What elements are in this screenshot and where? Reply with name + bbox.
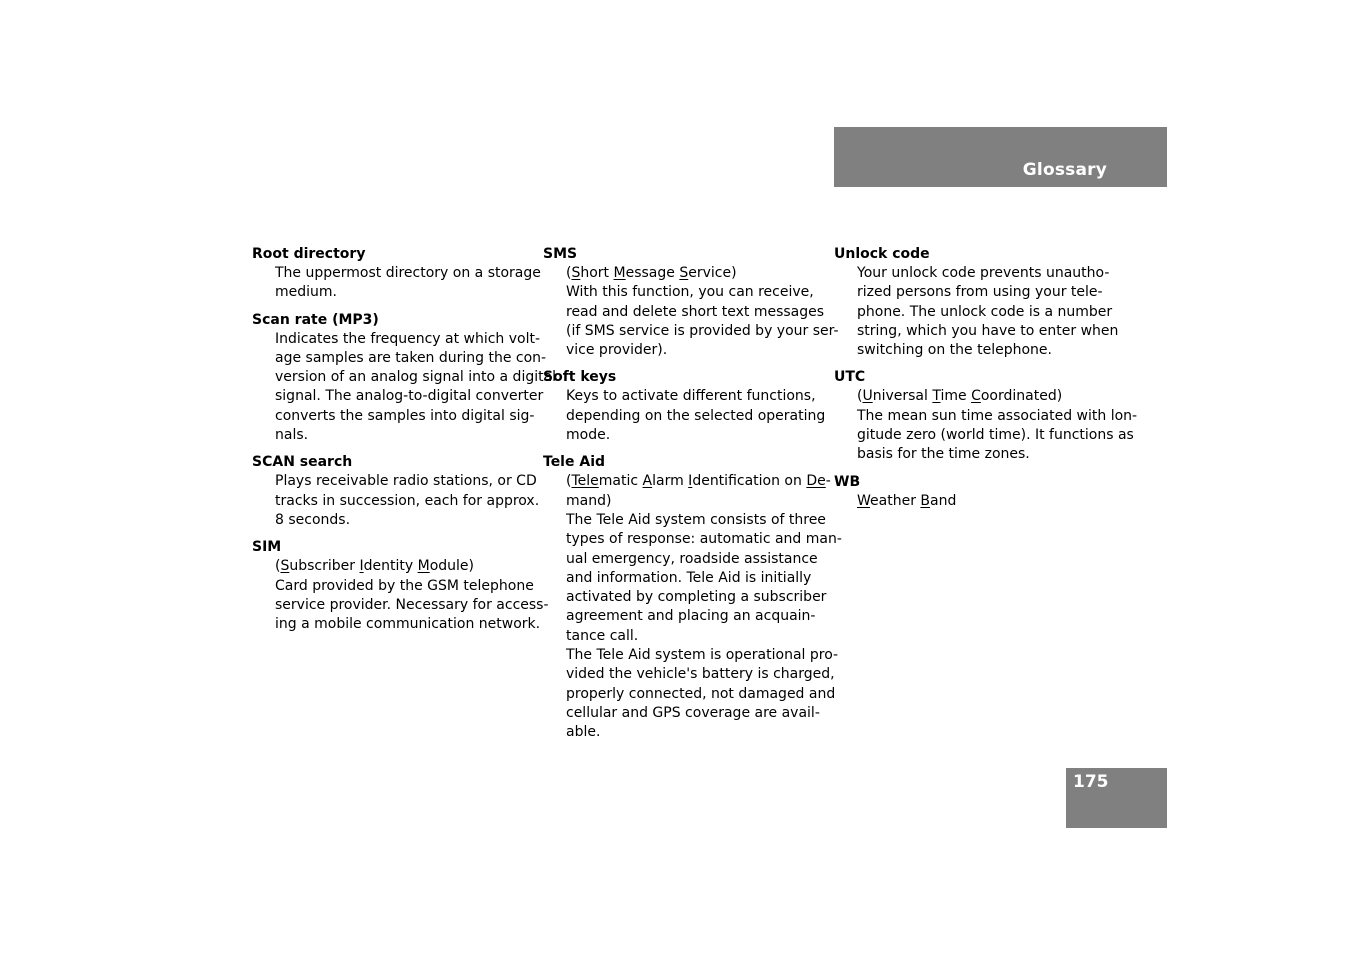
definition-text: - [825, 473, 831, 490]
definition-text: and [930, 492, 957, 509]
acronym-letter: T [932, 388, 941, 405]
definition-text: mand) [566, 492, 612, 509]
definition-text: string, which you have to enter when [857, 322, 1119, 339]
definition-text: odule) [429, 558, 474, 575]
definition-text: mode. [566, 427, 611, 444]
definition-line [543, 511, 825, 530]
definition-text: Your unlock code prevents unautho- [857, 265, 1110, 281]
glossary-column-1 [252, 244, 557, 641]
definition-line [252, 387, 544, 406]
definition-line [252, 407, 535, 426]
definition-text: ing a mobile communication network. [275, 616, 541, 633]
definition-text: The Tele Aid system consists of three [566, 511, 826, 528]
definition-text: ubscriber [289, 558, 360, 575]
definition-line [543, 665, 835, 684]
definition-text: depending on the selected operating [566, 407, 826, 424]
glossary-entry [252, 310, 557, 446]
definition-text: The uppermost directory on a storage [275, 265, 541, 281]
definition-line [252, 615, 541, 634]
definition-text: ual emergency, roadside assistance [566, 550, 818, 567]
definition-text: ervice) [688, 265, 737, 281]
acronym-letter: I [359, 558, 364, 575]
definition-line [543, 607, 825, 626]
definition-line [252, 557, 532, 576]
definition-text: phone. The unlock code is a number [857, 303, 1113, 320]
definition-line [252, 330, 541, 349]
definition-text: medium. [275, 284, 337, 301]
definition-line [543, 407, 825, 426]
definition-text: version of an analog signal into a digital [275, 369, 557, 386]
definition-line [834, 426, 1134, 445]
definition-text: larm [652, 473, 689, 490]
page-number: 175 [1073, 772, 1109, 792]
definition-line [252, 596, 549, 615]
definition-line [543, 283, 825, 302]
glossary-entry [543, 452, 842, 742]
glossary-term: Scan rate (MP3) [252, 311, 379, 328]
definition-line [252, 283, 532, 302]
definition-text: (if SMS service is provided by your ser- [566, 322, 839, 339]
acronym-letter: B [920, 492, 931, 509]
definition-text: dentification on [692, 473, 807, 490]
definition-line [543, 303, 825, 322]
definition-text: dentity [363, 558, 418, 575]
acronym-letter: Tele [571, 473, 599, 490]
definition-text: Card provided by the GSM telephone [275, 577, 534, 594]
definition-text: matic [598, 473, 643, 490]
definition-line [543, 685, 836, 704]
definition-text: cellular and GPS coverage are avail- [566, 704, 820, 721]
glossary-entry [834, 472, 1116, 511]
definition-line [543, 550, 825, 569]
definition-text: With this function, you can receive, [566, 284, 814, 301]
glossary-term: WB [834, 473, 861, 490]
acronym-letter: C [971, 388, 981, 405]
glossary-entry [252, 537, 549, 634]
definition-line [543, 627, 825, 646]
glossary-term: Soft keys [543, 369, 617, 386]
definition-line [834, 303, 1116, 322]
definition-line [252, 492, 540, 511]
definition-line [543, 588, 825, 607]
acronym-letter: I [688, 473, 693, 490]
definition-line [252, 349, 547, 368]
definition-text: read and delete short text messages [566, 303, 825, 320]
definition-text: ( [566, 265, 572, 281]
definition-text: rized persons from using your tele- [857, 284, 1103, 301]
acronym-letter: M [613, 265, 626, 281]
glossary-term: SCAN search [252, 454, 353, 471]
definition-text: 8 seconds. [275, 511, 351, 528]
acronym-letter: M [417, 558, 430, 575]
definition-line [543, 723, 825, 742]
glossary-entry [834, 367, 1138, 464]
glossary-entry [252, 452, 540, 530]
definition-text: gitude zero (world time). It functions as [857, 427, 1134, 444]
definition-line [543, 530, 842, 549]
acronym-letter: S [679, 265, 689, 281]
definition-text: tracks in succession, each for approx. [275, 492, 540, 509]
definition-text: agreement and placing an acquain- [566, 608, 816, 625]
definition-line [543, 646, 839, 665]
glossary-term: Tele Aid [543, 454, 606, 471]
definition-line [543, 322, 839, 341]
definition-line [543, 472, 831, 491]
acronym-letter: S [571, 265, 581, 281]
definition-text: Plays receivable radio stations, or CD [275, 473, 537, 490]
definition-text: converts the samples into digital sig- [275, 407, 535, 424]
acronym-letter: W [857, 492, 871, 509]
definition-line [252, 577, 532, 596]
glossary-column-3 [834, 244, 1138, 518]
definition-line [834, 492, 1116, 511]
definition-text: oordinated) [980, 388, 1063, 405]
definition-text: and information. Tele Aid is initially [566, 569, 812, 586]
definition-line [834, 264, 1116, 283]
glossary-column-2 [543, 244, 842, 750]
definition-line [834, 445, 1116, 464]
definition-text: eather [870, 492, 921, 509]
definition-text: Keys to activate different functions, [566, 388, 816, 405]
definition-text: The Tele Aid system is operational pro- [566, 647, 839, 664]
definition-text: service provider. Necessary for access- [275, 596, 549, 613]
definition-line [252, 264, 541, 283]
definition-text: ( [566, 473, 572, 490]
definition-line [543, 341, 825, 360]
definition-line [543, 426, 825, 445]
definition-text: activated by completing a subscriber [566, 589, 827, 606]
definition-text: able. [566, 724, 601, 741]
definition-text: Indicates the frequency at which volt- [275, 330, 541, 347]
page-number-box [1066, 768, 1167, 828]
glossary-term: Root directory [252, 246, 366, 262]
glossary-entry [252, 244, 541, 303]
definition-text: age samples are taken during the con- [275, 349, 547, 366]
definition-line [834, 283, 1116, 302]
definition-text: The mean sun time associated with lon- [857, 407, 1138, 424]
section-title: Glossary [1022, 160, 1107, 180]
acronym-letter: De [806, 473, 826, 490]
definition-text: essage [625, 265, 680, 281]
acronym-letter: A [642, 473, 653, 490]
definition-text: ( [857, 388, 863, 405]
definition-line [543, 387, 825, 406]
glossary-term: Unlock code [834, 246, 930, 262]
definition-text: niversal [872, 388, 933, 405]
definition-text: vided the vehicle's battery is charged, [566, 666, 835, 683]
definition-text: vice provider). [566, 342, 668, 359]
definition-line [252, 472, 537, 491]
definition-text: ime [940, 388, 972, 405]
definition-line [543, 264, 825, 283]
definition-line [834, 322, 1119, 341]
definition-text: hort [580, 265, 614, 281]
acronym-letter: U [862, 388, 873, 405]
glossary-term: SMS [543, 246, 578, 262]
definition-line [252, 511, 532, 530]
glossary-entry [834, 244, 1119, 360]
definition-line [543, 492, 825, 511]
acronym-letter: S [280, 558, 290, 575]
definition-text: nals. [275, 427, 309, 444]
glossary-entry [543, 367, 825, 445]
definition-text: tance call. [566, 627, 639, 644]
definition-line [834, 387, 1116, 406]
definition-line [543, 704, 825, 723]
definition-line [834, 341, 1116, 360]
definition-text: types of response: automatic and man- [566, 531, 842, 548]
definition-text: properly connected, not damaged and [566, 685, 836, 702]
definition-line [252, 426, 532, 445]
definition-text: ( [275, 558, 281, 575]
glossary-entry [543, 244, 839, 360]
section-header-bar [834, 127, 1167, 187]
definition-text: signal. The analog-to-digital converter [275, 388, 544, 405]
definition-line [252, 368, 557, 387]
definition-line [543, 569, 825, 588]
glossary-term: UTC [834, 369, 866, 386]
definition-text: switching on the telephone. [857, 342, 1052, 359]
glossary-term: SIM [252, 539, 282, 556]
definition-line [834, 407, 1138, 426]
definition-text: basis for the time zones. [857, 446, 1030, 463]
